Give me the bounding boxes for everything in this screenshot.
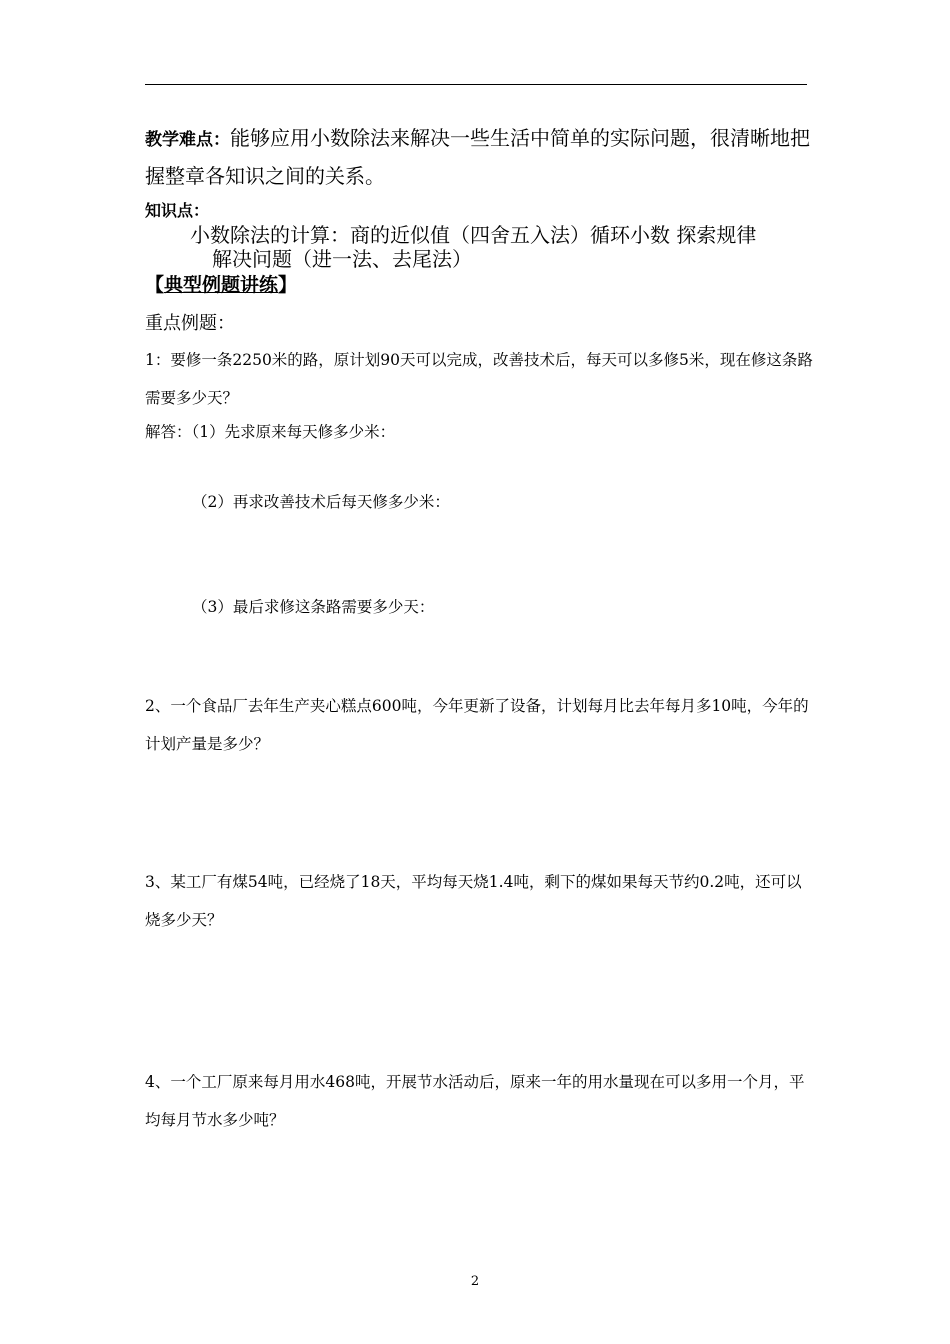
solution-label: 解答： (145, 423, 192, 441)
header-rule (145, 84, 807, 85)
knowledge-line-2: 解决问题（进一法、去尾法） (212, 247, 472, 271)
section-title: 典型例题讲练 (164, 274, 279, 296)
problem-3: 3、某工厂有煤54吨，已经烧了18天，平均每天烧1.4吨，剩下的煤如果每天节约0.2吨，还可以烧多少天？ (145, 873, 802, 929)
knowledge-label: 知识点： (145, 201, 210, 220)
problem-4: 4、一个工厂原来每月用水468吨，开展节水活动后，原来一年的用水量现在可以多用一个月，平均每月节水多少吨？ (145, 1073, 805, 1129)
difficulty-paragraph (145, 120, 810, 194)
knowledge-line-1: 小数除法的计算：商的近似值（四舍五入法）循环小数 探索规律 (190, 223, 757, 247)
solution-step-1 (145, 413, 810, 451)
section-heading (145, 270, 810, 300)
solution-step-3: （3）最后求修这条路需要多少天： (192, 598, 435, 616)
difficulty-text: 能够应用小数除法来解决一些生活中简单的实际问题，很清晰地把握整章各知识之间的关系。 (145, 126, 810, 188)
key-examples-label: 重点例题： (145, 313, 235, 334)
difficulty-label: 教学难点： (145, 130, 230, 150)
solution-step-2: （2）再求改善技术后每天修多少米： (192, 493, 450, 511)
solution-step-1-text: （1）先求原来每天修多少米： (191, 423, 396, 441)
section-bracket-open: 【 (145, 274, 165, 296)
problem-1: 1：要修一条2250米的路，原计划90天可以完成，改善技术后，每天可以多修5米，现在修这条路需要多少天？ (145, 351, 813, 407)
problem-2: 2、一个食品厂去年生产夹心糕点600吨，今年更新了设备，计划每月比去年每月多10吨，今年的计划产量是多少？ (145, 697, 809, 753)
page-number: 2 (470, 1274, 480, 1289)
section-bracket-close: 】 (278, 274, 298, 296)
